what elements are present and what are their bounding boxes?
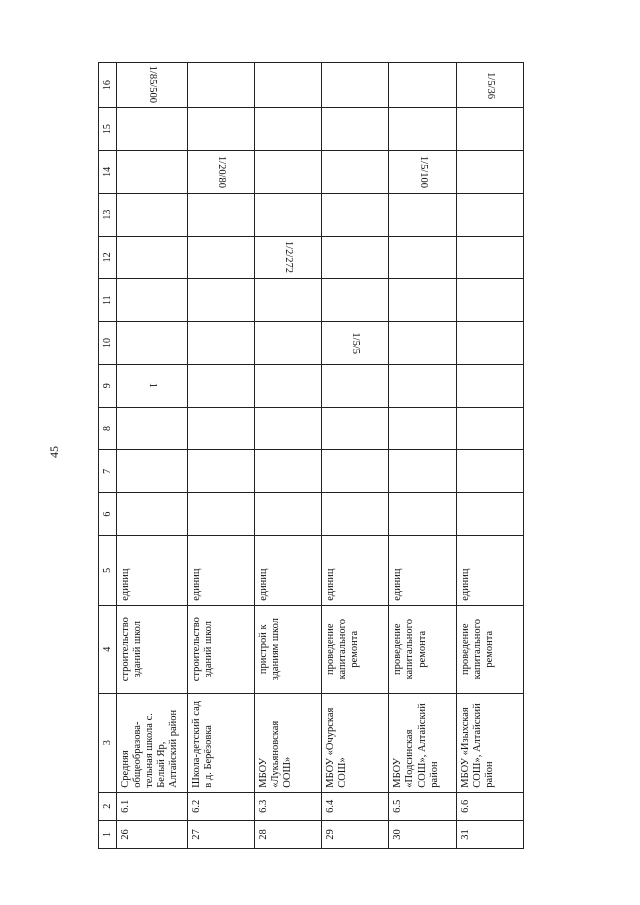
cell-11 bbox=[322, 279, 389, 322]
cell-12 bbox=[322, 236, 389, 279]
cell-10 bbox=[116, 322, 187, 365]
cell-12 bbox=[187, 236, 254, 279]
table-row bbox=[116, 63, 187, 849]
cell-9 bbox=[187, 364, 254, 407]
object-name: Школа-детский сад в д. Берёзовка bbox=[187, 693, 254, 792]
cell-12 bbox=[389, 236, 456, 279]
cell-14 bbox=[187, 150, 254, 193]
cell-7 bbox=[254, 450, 321, 493]
cell-15 bbox=[322, 108, 389, 151]
header-cell: 8 bbox=[99, 407, 117, 450]
unit: единиц bbox=[187, 535, 254, 605]
cell-6 bbox=[322, 493, 389, 536]
cell-11 bbox=[187, 279, 254, 322]
cell-16 bbox=[116, 63, 187, 108]
cell-16 bbox=[322, 63, 389, 108]
object-name: МБОУ «Лукьяновская ООШ» bbox=[254, 693, 321, 792]
cell-13 bbox=[254, 193, 321, 236]
cell-10 bbox=[187, 322, 254, 365]
action-type: строительство зданий школ bbox=[187, 605, 254, 693]
cell-15 bbox=[116, 108, 187, 151]
cell-11 bbox=[254, 279, 321, 322]
cell-8 bbox=[254, 407, 321, 450]
header-cell: 15 bbox=[99, 108, 117, 151]
cell-11 bbox=[389, 279, 456, 322]
cell-9 bbox=[322, 364, 389, 407]
action-type: пристрой к зданиям школ bbox=[254, 605, 321, 693]
cell-6 bbox=[254, 493, 321, 536]
cell-12 bbox=[456, 236, 523, 279]
cell-8 bbox=[187, 407, 254, 450]
header-cell: 2 bbox=[99, 792, 117, 820]
cell-6 bbox=[389, 493, 456, 536]
cell-11 bbox=[456, 279, 523, 322]
header-cell: 7 bbox=[99, 450, 117, 493]
cell-7 bbox=[187, 450, 254, 493]
cell-7 bbox=[456, 450, 523, 493]
cell-10 bbox=[254, 322, 321, 365]
cell-16 bbox=[389, 63, 456, 108]
data-table bbox=[98, 62, 524, 849]
cell-16 bbox=[254, 63, 321, 108]
table-row bbox=[254, 63, 321, 849]
rotated-table-container bbox=[98, 62, 524, 849]
cell-7 bbox=[389, 450, 456, 493]
table-row bbox=[187, 63, 254, 849]
header-cell: 3 bbox=[99, 693, 117, 792]
cell-16-value: 1/85/500 bbox=[146, 65, 158, 104]
action-type: проведение капитального ремонта bbox=[456, 605, 523, 693]
row-code: 6.3 bbox=[254, 792, 321, 820]
cell-13 bbox=[116, 193, 187, 236]
cell-15 bbox=[187, 108, 254, 151]
header-cell: 10 bbox=[99, 322, 117, 365]
cell-8 bbox=[116, 407, 187, 450]
row-code: 6.2 bbox=[187, 792, 254, 820]
cell-9 bbox=[116, 364, 187, 407]
cell-8 bbox=[389, 407, 456, 450]
cell-15 bbox=[254, 108, 321, 151]
header-cell: 6 bbox=[99, 493, 117, 536]
cell-10 bbox=[456, 322, 523, 365]
cell-15 bbox=[456, 108, 523, 151]
header-cell: 5 bbox=[99, 535, 117, 605]
cell-8 bbox=[456, 407, 523, 450]
object-name: Средняя общеобразова-тельная школа с. Белый Яр, Алтайский район bbox=[116, 693, 187, 792]
cell-14 bbox=[116, 150, 187, 193]
unit: единиц bbox=[322, 535, 389, 605]
cell-7 bbox=[322, 450, 389, 493]
object-name: МБОУ «Изыхская СОШ», Алтайский район bbox=[456, 693, 523, 792]
cell-9 bbox=[254, 364, 321, 407]
cell-6 bbox=[456, 493, 523, 536]
cell-16 bbox=[187, 63, 254, 108]
row-number: 28 bbox=[254, 820, 321, 848]
cell-10-value: 1/5/5 bbox=[350, 332, 362, 354]
header-cell: 12 bbox=[99, 236, 117, 279]
cell-13 bbox=[322, 193, 389, 236]
cell-16 bbox=[456, 63, 523, 108]
cell-14-value: 1/5/100 bbox=[417, 155, 429, 188]
cell-9 bbox=[456, 364, 523, 407]
header-cell: 1 bbox=[99, 820, 117, 848]
row-number: 29 bbox=[322, 820, 389, 848]
cell-16-value: 1/5/36 bbox=[484, 71, 496, 99]
cell-15 bbox=[389, 108, 456, 151]
header-cell: 14 bbox=[99, 150, 117, 193]
header-cell: 13 bbox=[99, 193, 117, 236]
table-row bbox=[322, 63, 389, 849]
header-cell: 16 bbox=[99, 63, 117, 108]
cell-9 bbox=[389, 364, 456, 407]
cell-9-value: 1 bbox=[146, 383, 158, 389]
row-number: 31 bbox=[456, 820, 523, 848]
row-code: 6.4 bbox=[322, 792, 389, 820]
unit: единиц bbox=[116, 535, 187, 605]
action-type: проведение капитального ремонта bbox=[389, 605, 456, 693]
header-cell: 11 bbox=[99, 279, 117, 322]
cell-12 bbox=[254, 236, 321, 279]
cell-13 bbox=[456, 193, 523, 236]
cell-10 bbox=[389, 322, 456, 365]
table-row bbox=[389, 63, 456, 849]
object-name: МБОУ «Подсинская СОШ», Алтайский район bbox=[389, 693, 456, 792]
cell-14 bbox=[389, 150, 456, 193]
cell-7 bbox=[116, 450, 187, 493]
row-code: 6.6 bbox=[456, 792, 523, 820]
cell-14 bbox=[322, 150, 389, 193]
cell-14-value: 1/20/80 bbox=[215, 155, 227, 188]
cell-6 bbox=[116, 493, 187, 536]
row-code: 6.1 bbox=[116, 792, 187, 820]
action-type: строительство зданий школ bbox=[116, 605, 187, 693]
object-name: МБОУ «Очурская СОШ» bbox=[322, 693, 389, 792]
cell-13 bbox=[187, 193, 254, 236]
cell-12 bbox=[116, 236, 187, 279]
cell-8 bbox=[322, 407, 389, 450]
row-number: 30 bbox=[389, 820, 456, 848]
cell-12-value: 1/2/272 bbox=[283, 241, 295, 274]
header-cell: 9 bbox=[99, 364, 117, 407]
unit: единиц bbox=[456, 535, 523, 605]
row-number: 27 bbox=[187, 820, 254, 848]
unit: единиц bbox=[389, 535, 456, 605]
cell-13 bbox=[389, 193, 456, 236]
cell-11 bbox=[116, 279, 187, 322]
cell-14 bbox=[254, 150, 321, 193]
row-number: 26 bbox=[116, 820, 187, 848]
action-type: проведение капитального ремонта bbox=[322, 605, 389, 693]
table-row bbox=[456, 63, 523, 849]
cell-14 bbox=[456, 150, 523, 193]
cell-10 bbox=[322, 322, 389, 365]
header-cell: 4 bbox=[99, 605, 117, 693]
page-number: 45 bbox=[46, 446, 61, 458]
header-row bbox=[99, 63, 117, 849]
unit: единиц bbox=[254, 535, 321, 605]
cell-6 bbox=[187, 493, 254, 536]
row-code: 6.5 bbox=[389, 792, 456, 820]
